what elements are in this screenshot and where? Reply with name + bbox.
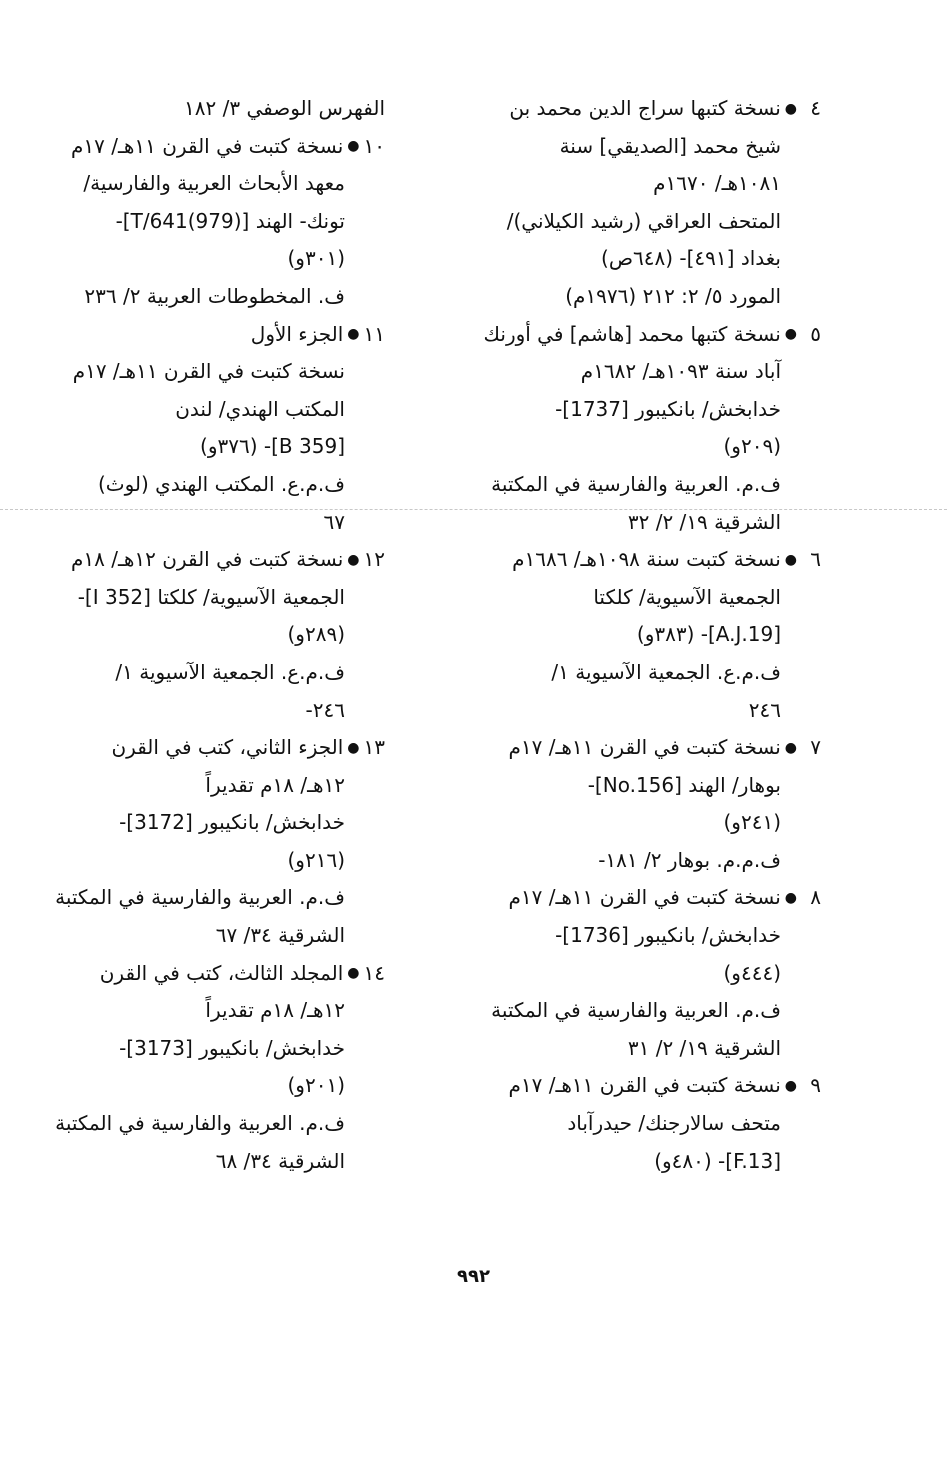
right-column-entry [491, 541, 821, 729]
entry-first-line [95, 316, 385, 354]
entry-first-line [491, 1067, 821, 1105]
left-column-entry [95, 90, 385, 128]
page-number: ٩٩٢ [457, 1266, 490, 1287]
bullet-icon: ● [784, 100, 797, 117]
right-column [483, 90, 821, 1180]
entry-text: نسخة كتبها محمد [هاشم] في أورنك [483, 321, 781, 346]
entry-line: ١٢هـ/ ١٨م تقديراً [205, 998, 345, 1023]
entry-first-line [491, 729, 821, 767]
entry-number: ٦ [810, 547, 821, 572]
entry-line: الشرقية ١٩/ ٢/ ٣١ [627, 1035, 781, 1060]
scan-fold-line [0, 509, 947, 510]
right-column-entry [491, 879, 821, 1067]
entry-line: (٢٨٩و) [287, 622, 345, 647]
entry-line: ف.م. العربية والفارسية في المكتبة [491, 998, 781, 1023]
bullet-icon: ● [347, 326, 360, 343]
entry-line: [A.J.19]- (٣٨٣و) [636, 622, 781, 647]
entry-text: نسخة كتبت في القرن ١١هـ/ ١٧م [508, 885, 781, 910]
entry-line: (٢٤١و) [723, 810, 781, 835]
entry-line: نسخة كتبت في القرن ١١هـ/ ١٧م [72, 359, 345, 384]
entry-line: ف. المخطوطات العربية ٢/ ٢٣٦ [84, 283, 345, 308]
entry-line: ف.م.م. بوهار ٢/ ١٨١- [598, 847, 781, 872]
entry-number: ٤ [810, 96, 821, 120]
left-column-entry [71, 541, 385, 729]
entry-line: ف.م.ع. المكتب الهندي (لوث) [97, 471, 345, 496]
entry-number: ٩ [810, 1073, 821, 1098]
entry-line: (٢١٦و) [287, 847, 345, 872]
entry-first-line [491, 541, 821, 579]
entry-number: ٨ [810, 885, 821, 910]
entry-text: نسخة كتبها سراج الدين محمد بن [509, 96, 781, 120]
entry-text: الجزء الأول [250, 321, 344, 346]
entry-line: (٢٠١و) [287, 1073, 345, 1098]
entry-number: ١١ [363, 321, 385, 346]
entry-line: شيخ محمد [الصديقي] سنة [559, 133, 781, 158]
entry-line: ١٠٨١هـ/ ١٦٧٠م [653, 171, 781, 196]
bullet-icon: ● [784, 326, 797, 343]
bullet-icon: ● [347, 739, 360, 756]
right-column-entry [491, 90, 821, 316]
entry-line: تونك- الهند [T/641(979)]- [115, 208, 345, 233]
entry-line: متحف سالارجنك/ حيدرآباد [567, 1111, 781, 1136]
entry-first-line [491, 879, 821, 917]
entry-number: ١٢ [363, 547, 385, 572]
entry-number: ٧ [810, 735, 821, 760]
right-column-entry [483, 316, 821, 542]
entry-line: الجمعية الآسيوية/ كلكتا [593, 584, 781, 609]
entry-line: معهد الأبحاث العربية والفارسية/ [83, 171, 345, 196]
entry-first-line [95, 729, 385, 767]
entry-text: نسخة كتبت سنة ١٠٩٨هـ/ ١٦٨٦م [512, 547, 781, 572]
entry-line: ف.م.ع. الجمعية الآسيوية ١/ [115, 659, 345, 684]
bullet-icon: ● [784, 1078, 797, 1095]
entry-line: خدابخش/ بانكيبور [1736]- [555, 923, 781, 948]
entry-line: الشرقية ٣٤/ ٦٧ [215, 923, 345, 948]
entry-line: خدابخش/ بانكيبور [3173]- [119, 1035, 345, 1060]
entry-line: (٤٤٤و) [723, 960, 781, 985]
entry-line: ف.م. العربية والفارسية في المكتبة [491, 471, 781, 496]
bullet-icon: ● [347, 965, 360, 982]
entry-first-line [71, 541, 385, 579]
entry-line: (٣٠١و) [287, 246, 345, 271]
left-column-entry [55, 729, 385, 955]
entry-number: ٥ [810, 321, 821, 346]
entry-first-line [483, 316, 821, 354]
entry-line: بوهار/ الهند [No.156]- [587, 772, 781, 797]
entry-line: بغداد [٤٩١]- (٦٤٨ص) [601, 246, 781, 271]
entry-number: ١٠ [363, 133, 385, 158]
entry-line: الشرقية ٣٤/ ٦٨ [215, 1148, 345, 1173]
entry-line: الجمعية الآسيوية/ كلكتا [I 352]- [77, 584, 345, 609]
bullet-icon: ● [347, 551, 360, 568]
entry-line: ف.م.ع. الجمعية الآسيوية ١/ [551, 659, 781, 684]
entry-text: نسخة كتبت في القرن ١١هـ/ ١٧م [508, 1073, 781, 1098]
entry-line: ٢٤٦ [748, 697, 781, 722]
entry-text: نسخة كتبت في القرن ١٢هـ/ ١٨م [71, 547, 344, 572]
entry-line: ١٢هـ/ ١٨م تقديراً [205, 772, 345, 797]
entry-text: المجلد الثالث، كتب في القرن [99, 960, 344, 985]
entry-first-line [95, 955, 385, 993]
entry-line: (٢٠٩و) [723, 434, 781, 459]
entry-line: المورد ٥/ ٢: ٢١٢ (١٩٧٦م) [565, 283, 781, 308]
right-column-entry [491, 1067, 821, 1180]
entry-first-line [71, 128, 385, 166]
entry-line: ٦٧ [323, 509, 345, 534]
entry-first-line [491, 90, 821, 128]
entry-line: خدابخش/ بانكيبور [3172]- [119, 810, 345, 835]
entry-text: نسخة كتبت في القرن ١١هـ/ ١٧م [508, 735, 781, 760]
left-column-entry [72, 316, 385, 542]
entry-line: آباد سنة ١٠٩٣هـ/ ١٦٨٢م [580, 359, 781, 384]
bullet-icon: ● [347, 138, 360, 155]
bullet-icon: ● [784, 551, 797, 568]
bullet-icon: ● [784, 890, 797, 907]
bullet-icon: ● [784, 739, 797, 756]
right-column-entry [491, 729, 821, 879]
entry-line: المكتب الهندي/ لندن [175, 396, 345, 421]
entry-number: ١٣ [363, 735, 385, 760]
entry-line: المتحف العراقي (رشيد الكيلاني)/ [506, 208, 781, 233]
entry-line: الفهرس الوصفي ٣/ ١٨٢ [184, 96, 385, 120]
entry-line: ٢٤٦- [305, 697, 345, 722]
entry-line: خدابخش/ بانكيبور [1737]- [555, 396, 781, 421]
left-column-entry [71, 128, 385, 316]
entry-line: الشرقية ١٩/ ٢/ ٣٢ [627, 509, 781, 534]
entry-line: ف.م. العربية والفارسية في المكتبة [55, 885, 345, 910]
left-column [55, 90, 385, 1180]
entry-line: [F.13]- (٤٨٠و) [654, 1148, 781, 1173]
entry-text: نسخة كتبت في القرن ١١هـ/ ١٧م [71, 133, 344, 158]
entry-line: ف.م. العربية والفارسية في المكتبة [55, 1111, 345, 1136]
entry-line: [B 359]- (٣٧٦و) [200, 434, 345, 459]
entry-text: الجزء الثاني، كتب في القرن [111, 735, 344, 760]
entry-number: ١٤ [363, 960, 385, 985]
left-column-entry [55, 955, 385, 1181]
